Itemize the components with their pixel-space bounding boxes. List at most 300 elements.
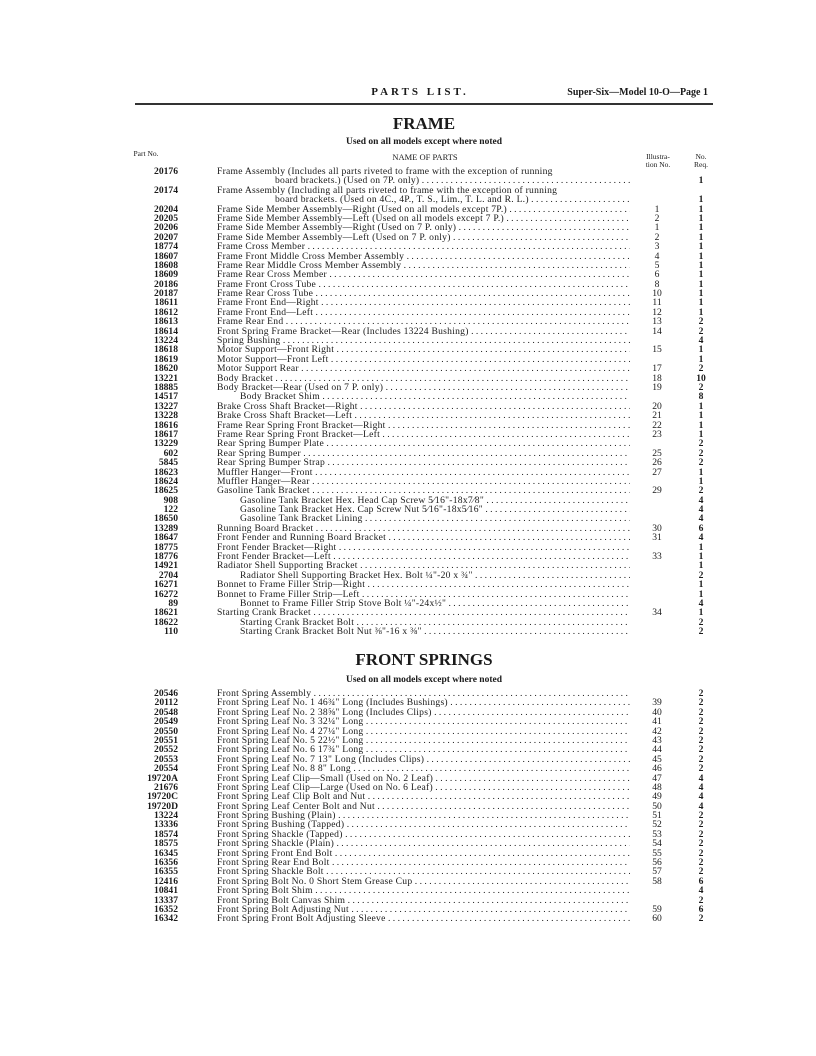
- quantity-required: 2: [698, 447, 704, 459]
- part-number: 20554: [154, 763, 178, 775]
- part-name: Frame Assembly (Includes all parts riveted to frame with the exception of running: [217, 167, 553, 177]
- quantity-required: 4: [698, 597, 704, 609]
- illustration-number: 46: [652, 763, 662, 775]
- quantity-required: 2: [698, 325, 704, 337]
- part-name: Frame Front End—Right . . .: [217, 298, 630, 307]
- part-number: 18609: [154, 269, 178, 281]
- illustration-number: 39: [652, 697, 662, 709]
- table-row: [120, 252, 720, 261]
- part-number: 20549: [154, 716, 178, 728]
- table-row: [120, 830, 720, 839]
- table-row: [120, 468, 720, 477]
- table-row: [120, 496, 720, 505]
- part-name: Motor Support—Front Right . . .: [217, 345, 630, 354]
- part-number: 908: [163, 494, 178, 506]
- quantity-required: 2: [698, 894, 704, 906]
- part-number: 19720D: [147, 800, 178, 812]
- illustration-number: 41: [652, 716, 662, 728]
- column-header-illustration: Illustra- tion No.: [645, 152, 671, 169]
- part-name: Frame Cross Member . . .: [217, 242, 630, 251]
- table-row: [120, 411, 720, 420]
- quantity-required: 1: [698, 419, 704, 431]
- part-name: Spring Bushing . . .: [217, 336, 630, 345]
- part-name: Frame Assembly (Including all parts riveted to frame with the exception of running: [217, 185, 558, 196]
- part-number: 18614: [154, 325, 178, 337]
- quantity-required: 1: [698, 250, 704, 262]
- quantity-required: 2: [698, 688, 704, 699]
- quantity-required: 2: [698, 734, 704, 746]
- table-row: [120, 383, 720, 392]
- part-number: 110: [164, 626, 178, 638]
- part-number: 19720C: [147, 791, 178, 803]
- illustration-number: 42: [652, 725, 662, 737]
- quantity-required: 2: [698, 866, 704, 878]
- part-name: Frame Side Member Assembly—Right (Used on all models except 7P.) . . .: [217, 205, 630, 214]
- illustration-number: 56: [652, 857, 662, 869]
- illustration-number: 26: [652, 457, 662, 469]
- quantity-required: 4: [698, 885, 704, 897]
- table-row: [120, 402, 720, 411]
- quantity-required: 2: [698, 626, 704, 638]
- part-name: Frame Rear Middle Cross Member Assembly . . .: [217, 261, 630, 270]
- quantity-required: 1: [698, 203, 704, 215]
- table-row: [120, 839, 720, 848]
- part-number: 18575: [154, 838, 178, 850]
- table-row: [120, 533, 720, 542]
- illustration-number: 14: [652, 325, 662, 337]
- illustration-number: 23: [652, 428, 662, 440]
- quantity-required: 4: [698, 335, 704, 347]
- table-row: [120, 233, 720, 242]
- part-name: Brake Cross Shaft Bracket—Left . . .: [217, 411, 630, 420]
- table-row: [120, 599, 720, 608]
- part-number: 18608: [154, 259, 178, 271]
- table-row: [120, 858, 720, 867]
- table-row: [120, 336, 720, 345]
- part-name: Starting Crank Bracket Bolt Nut ⅜"-16 x ⅜" . . .: [240, 627, 630, 636]
- illustration-number: 50: [652, 800, 662, 812]
- table-row: [120, 698, 720, 707]
- table-row: [120, 430, 720, 439]
- illustration-number: 60: [652, 913, 662, 925]
- part-number: 18623: [154, 466, 178, 478]
- part-number: 18625: [154, 485, 178, 497]
- table-row: [120, 392, 720, 401]
- quantity-required: 10: [696, 372, 706, 384]
- table-row: [120, 783, 720, 792]
- table-row: [120, 345, 720, 354]
- part-name: Front Spring Leaf No. 2 38⅝" Long (Includes Clips) . . .: [217, 708, 630, 717]
- quantity-required: 2: [698, 847, 704, 859]
- quantity-required: 2: [698, 616, 704, 628]
- quantity-required: 2: [698, 569, 704, 581]
- table-row: [120, 896, 720, 905]
- part-name: Front Spring Leaf No. 8 8" Long . . .: [217, 764, 630, 773]
- quantity-required: 1: [698, 579, 704, 591]
- quantity-required: 2: [698, 857, 704, 869]
- part-number: 16342: [154, 913, 178, 925]
- part-name: Front Spring Front Bolt Adjusting Sleeve . . .: [217, 914, 630, 923]
- part-number: 10841: [154, 885, 178, 897]
- part-name: Front Spring Leaf Center Bolt and Nut . . .: [217, 802, 630, 811]
- part-number: 18611: [154, 297, 178, 309]
- part-name: Frame Side Member Assembly—Left (Used on all models except 7 P.) . . .: [217, 214, 630, 223]
- quantity-required: 4: [698, 800, 704, 812]
- part-name-continued: board brackets. (Used on 4C., 4P., T. S., Lim., T. L. and R. L.) . . .: [275, 195, 630, 204]
- quantity-required: 2: [698, 316, 704, 328]
- part-name: Front Spring Shackle (Plain) . . .: [217, 839, 630, 848]
- table-row: [120, 421, 720, 430]
- quantity-required: 1: [698, 297, 704, 309]
- page-header-title: PARTS LIST.: [371, 86, 469, 98]
- part-number: 12416: [154, 875, 178, 887]
- quantity-required: 1: [698, 541, 704, 553]
- illustration-number: 55: [652, 847, 662, 859]
- table-row: [120, 364, 720, 373]
- part-number: 20174: [154, 184, 178, 196]
- part-number: 16355: [154, 866, 178, 878]
- part-name-continued: board brackets.) (Used on 7P. only) . . .: [275, 176, 630, 185]
- quantity-required: 1: [698, 269, 704, 281]
- part-number: 20206: [154, 222, 178, 234]
- quantity-required: 1: [698, 288, 704, 300]
- part-name: Frame Side Member Assembly—Right (Used on 7 P. only) . . .: [217, 223, 630, 232]
- quantity-required: 2: [698, 363, 704, 375]
- part-number: 21676: [154, 781, 178, 793]
- quantity-required: 2: [698, 697, 704, 709]
- part-name: Frame Rear Cross Member . . .: [217, 270, 630, 279]
- illustration-number: 34: [652, 607, 662, 619]
- table-row: [120, 261, 720, 270]
- part-number: 19720A: [147, 772, 178, 784]
- illustration-number: 43: [652, 734, 662, 746]
- part-name: Front Spring Leaf No. 4 27¼" Long . . .: [217, 727, 630, 736]
- part-name: Front Spring Front End Bolt . . .: [217, 849, 630, 858]
- quantity-required: 1: [698, 475, 704, 487]
- quantity-required: 1: [698, 560, 704, 572]
- part-name: Bonnet to Frame Filler Strip—Right . . .: [217, 580, 630, 589]
- quantity-required: 6: [698, 522, 704, 534]
- quantity-required: 2: [698, 725, 704, 737]
- part-name: Gasoline Tank Bracket Hex. Cap Screw Nut 5⁄16"-18x5⁄16" . . .: [240, 505, 630, 514]
- part-name: Gasoline Tank Bracket Hex. Head Cap Screw 5⁄16"-18x7⁄8" . . .: [240, 496, 630, 505]
- quantity-required: 1: [698, 400, 704, 412]
- quantity-required: 1: [698, 588, 704, 600]
- quantity-required: 8: [698, 391, 704, 403]
- table-row: [120, 327, 720, 336]
- table-row: [120, 627, 720, 636]
- table-row: [120, 867, 720, 876]
- part-number: 20552: [154, 744, 178, 756]
- table-row: [120, 745, 720, 754]
- quantity-required: 1: [698, 231, 704, 243]
- part-name: Front Fender Bracket—Right . . .: [217, 543, 630, 552]
- quantity-required: 2: [698, 716, 704, 728]
- table-row: [120, 308, 720, 317]
- table-row: [120, 571, 720, 580]
- table-row: [120, 689, 720, 698]
- illustration-number: 11: [652, 297, 662, 309]
- quantity-required: 1: [698, 194, 704, 206]
- part-number: 18607: [154, 250, 178, 262]
- part-name: Front Spring Leaf Clip—Small (Used on No. 2 Leaf) . . .: [217, 774, 630, 783]
- quantity-required: 2: [698, 763, 704, 775]
- quantity-required: 1: [698, 259, 704, 271]
- part-number: 602: [163, 447, 178, 459]
- illustration-number: 18: [652, 372, 662, 384]
- part-number: 16272: [154, 588, 178, 600]
- quantity-required: 4: [698, 504, 704, 516]
- table-row: [120, 849, 720, 858]
- illustration-number: 20: [652, 400, 662, 412]
- table-row: [120, 524, 720, 533]
- quantity-required: 2: [698, 753, 704, 765]
- part-number: 18624: [154, 475, 178, 487]
- part-name: Front Spring Shackle Bolt . . .: [217, 867, 630, 876]
- part-number: 13337: [154, 894, 178, 906]
- part-number: 16271: [154, 579, 178, 591]
- part-number: 18612: [154, 306, 178, 318]
- table-row: [120, 727, 720, 736]
- illustration-number: 47: [652, 772, 662, 784]
- part-number: 13289: [154, 522, 178, 534]
- part-number: 20176: [154, 166, 178, 177]
- illustration-number: 13: [652, 316, 662, 328]
- part-number: 18617: [154, 428, 178, 440]
- quantity-required: 1: [698, 344, 704, 356]
- illustration-number: 58: [652, 875, 662, 887]
- table-row: [120, 802, 720, 811]
- part-name: Frame Front Middle Cross Member Assembly . . .: [217, 252, 630, 261]
- part-name: Radiator Shell Supporting Bracket . . .: [217, 561, 630, 570]
- part-name: Frame Rear Spring Front Bracket—Right . . .: [217, 421, 630, 430]
- part-name: Front Spring Leaf No. 6 17¾" Long . . .: [217, 745, 630, 754]
- quantity-required: 2: [698, 438, 704, 450]
- part-name: Front Spring Bolt Shim . . .: [217, 886, 630, 895]
- table-row: [120, 618, 720, 627]
- quantity-required: 4: [698, 513, 704, 525]
- part-name: Motor Support—Front Left . . .: [217, 355, 630, 364]
- table-row-continuation: [120, 195, 720, 204]
- part-number: 18776: [154, 551, 178, 563]
- illustration-number: 12: [652, 306, 662, 318]
- quantity-required: 2: [698, 838, 704, 850]
- table-row: [120, 811, 720, 820]
- column-header-required: No. Req.: [694, 152, 708, 169]
- section-title-frame: FRAME: [392, 114, 456, 133]
- illustration-number: 2: [654, 231, 660, 243]
- quantity-required: 4: [698, 772, 704, 784]
- part-name: Frame Rear Cross Tube . . .: [217, 289, 630, 298]
- section-subtitle-frame: Used on all models except where noted: [345, 137, 503, 147]
- illustration-number: 5: [654, 259, 660, 271]
- part-number: 16345: [154, 847, 178, 859]
- part-number: 20553: [154, 753, 178, 765]
- quantity-required: 6: [698, 903, 704, 915]
- table-row: [120, 877, 720, 886]
- part-number: 18619: [154, 353, 178, 365]
- quantity-required: 2: [698, 913, 704, 925]
- part-name: Brake Cross Shaft Bracket—Right . . .: [217, 402, 630, 411]
- quantity-required: 1: [698, 212, 704, 224]
- part-name: Front Fender Bracket—Left . . .: [217, 552, 630, 561]
- part-name: Gasoline Tank Bracket . . .: [217, 486, 630, 495]
- part-name: Front Spring Bushing (Plain) . . .: [217, 811, 630, 820]
- table-row: [120, 355, 720, 364]
- table-row: [120, 214, 720, 223]
- illustration-number: 31: [652, 532, 662, 544]
- part-number: 14517: [154, 391, 178, 403]
- part-number: 18647: [154, 532, 178, 544]
- table-row: [120, 792, 720, 801]
- part-number: 18618: [154, 344, 178, 356]
- quantity-required: 2: [698, 810, 704, 822]
- part-number: 20204: [154, 203, 178, 215]
- part-number: 2704: [158, 569, 178, 581]
- table-row: [120, 755, 720, 764]
- illustration-number: 45: [652, 753, 662, 765]
- quantity-required: 6: [698, 875, 704, 887]
- quantity-required: 2: [698, 457, 704, 469]
- part-number: 20207: [154, 231, 178, 243]
- illustration-number: 52: [652, 819, 662, 831]
- part-name: Front Spring Assembly . . .: [217, 689, 630, 698]
- part-number: 16356: [154, 857, 178, 869]
- quantity-required: 2: [698, 485, 704, 497]
- table-row: [120, 505, 720, 514]
- part-number: 18622: [154, 616, 178, 628]
- illustration-number: 8: [654, 278, 660, 290]
- section-title-front-springs: FRONT SPRINGS: [355, 650, 493, 669]
- quantity-required: 1: [698, 607, 704, 619]
- table-row: [120, 205, 720, 214]
- part-name: Front Spring Rear End Bolt . . .: [217, 858, 630, 867]
- part-name: Front Fender and Running Board Bracket . . .: [217, 533, 630, 542]
- part-name: Front Spring Leaf No. 5 22½" Long . . .: [217, 736, 630, 745]
- quantity-required: 1: [698, 466, 704, 478]
- front-springs-parts-list: [120, 689, 720, 924]
- table-row-continuation: [120, 176, 720, 185]
- part-number: 13228: [154, 410, 178, 422]
- illustration-number: 54: [652, 838, 662, 850]
- part-name: Motor Support Rear . . .: [217, 364, 630, 373]
- part-number: 16352: [154, 903, 178, 915]
- quantity-required: 2: [698, 819, 704, 831]
- table-row: [120, 580, 720, 589]
- quantity-required: 1: [698, 175, 704, 187]
- part-name: Front Spring Leaf No. 1 46¾" Long (Includes Bushings) . . .: [217, 698, 630, 707]
- table-row: [120, 167, 720, 176]
- quantity-required: 2: [698, 828, 704, 840]
- quantity-required: 1: [698, 241, 704, 253]
- table-row: [120, 543, 720, 552]
- illustration-number: 27: [652, 466, 662, 478]
- quantity-required: 4: [698, 791, 704, 803]
- part-number: 20546: [154, 688, 178, 699]
- illustration-number: 25: [652, 447, 662, 459]
- illustration-number: 6: [654, 269, 660, 281]
- part-name: Front Spring Bushing (Tapped) . . .: [217, 820, 630, 829]
- column-header-part-no: Part No.: [133, 149, 159, 158]
- header-rule: [135, 103, 713, 105]
- part-name: Bonnet to Frame Filler Strip Stove Bolt ¼"-24x½" . . .: [240, 599, 630, 608]
- part-name: Radiator Shell Supporting Bracket Hex. Bolt ¼"-20 x ¾" . . .: [240, 571, 630, 580]
- quantity-required: 1: [698, 551, 704, 563]
- illustration-number: 59: [652, 903, 662, 915]
- illustration-number: 10: [652, 288, 662, 300]
- table-row: [120, 608, 720, 617]
- illustration-number: 53: [652, 828, 662, 840]
- quantity-required: 1: [698, 428, 704, 440]
- illustration-number: 40: [652, 706, 662, 718]
- illustration-number: 49: [652, 791, 662, 803]
- table-row: [120, 374, 720, 383]
- table-row: [120, 289, 720, 298]
- part-name: Front Spring Leaf Clip—Large (Used on No. 6 Leaf) . . .: [217, 783, 630, 792]
- part-name: Body Bracket Shim . . .: [240, 392, 630, 401]
- part-number: 20550: [154, 725, 178, 737]
- table-row: [120, 186, 720, 195]
- table-row: [120, 298, 720, 307]
- illustration-number: 33: [652, 551, 662, 563]
- part-number: 20112: [154, 697, 178, 709]
- part-name: Muffler Hanger—Rear . . .: [217, 477, 630, 486]
- part-name: Bonnet to Frame Filler Strip—Left . . .: [217, 590, 630, 599]
- part-name: Rear Spring Bumper Strap . . .: [217, 458, 630, 467]
- section-subtitle-front-springs: Used on all models except where noted: [345, 675, 503, 685]
- table-row: [120, 514, 720, 523]
- part-number: 20205: [154, 212, 178, 224]
- part-number: 20548: [154, 706, 178, 718]
- quantity-required: 1: [698, 278, 704, 290]
- part-number: 18621: [154, 607, 178, 619]
- part-name: Front Spring Leaf Clip Bolt and Nut . . .: [217, 792, 630, 801]
- part-name: Body Bracket . . .: [217, 374, 630, 383]
- part-number: 89: [168, 597, 178, 609]
- table-row: [120, 886, 720, 895]
- part-name: Front Spring Frame Bracket—Rear (Includes 13224 Bushing) . . .: [217, 327, 630, 336]
- quantity-required: 1: [698, 306, 704, 318]
- part-number: 14921: [154, 560, 178, 572]
- illustration-number: 22: [652, 419, 662, 431]
- illustration-number: 3: [654, 241, 660, 253]
- part-number: 18885: [154, 381, 178, 393]
- table-row: [120, 717, 720, 726]
- part-name: Running Board Bracket . . .: [217, 524, 630, 533]
- quantity-required: 2: [698, 744, 704, 756]
- quantity-required: 2: [698, 706, 704, 718]
- part-name: Rear Spring Bumper . . .: [217, 449, 630, 458]
- illustration-number: 21: [652, 410, 662, 422]
- table-row: [120, 223, 720, 232]
- table-row: [120, 439, 720, 448]
- table-row: [120, 317, 720, 326]
- part-number: 5845: [158, 457, 178, 469]
- table-row: [120, 270, 720, 279]
- part-number: 18774: [154, 241, 178, 253]
- part-name: Muffler Hanger—Front . . .: [217, 468, 630, 477]
- quantity-required: 1: [698, 353, 704, 365]
- part-number: 20186: [154, 278, 178, 290]
- illustration-number: 19: [652, 381, 662, 393]
- table-row: [120, 449, 720, 458]
- table-row: [120, 764, 720, 773]
- part-name: Body Bracket—Rear (Used on 7 P. only) . . .: [217, 383, 630, 392]
- table-row: [120, 458, 720, 467]
- illustration-number: 4: [654, 250, 660, 262]
- table-row: [120, 561, 720, 570]
- part-name: Starting Crank Bracket Bolt . . .: [240, 618, 630, 627]
